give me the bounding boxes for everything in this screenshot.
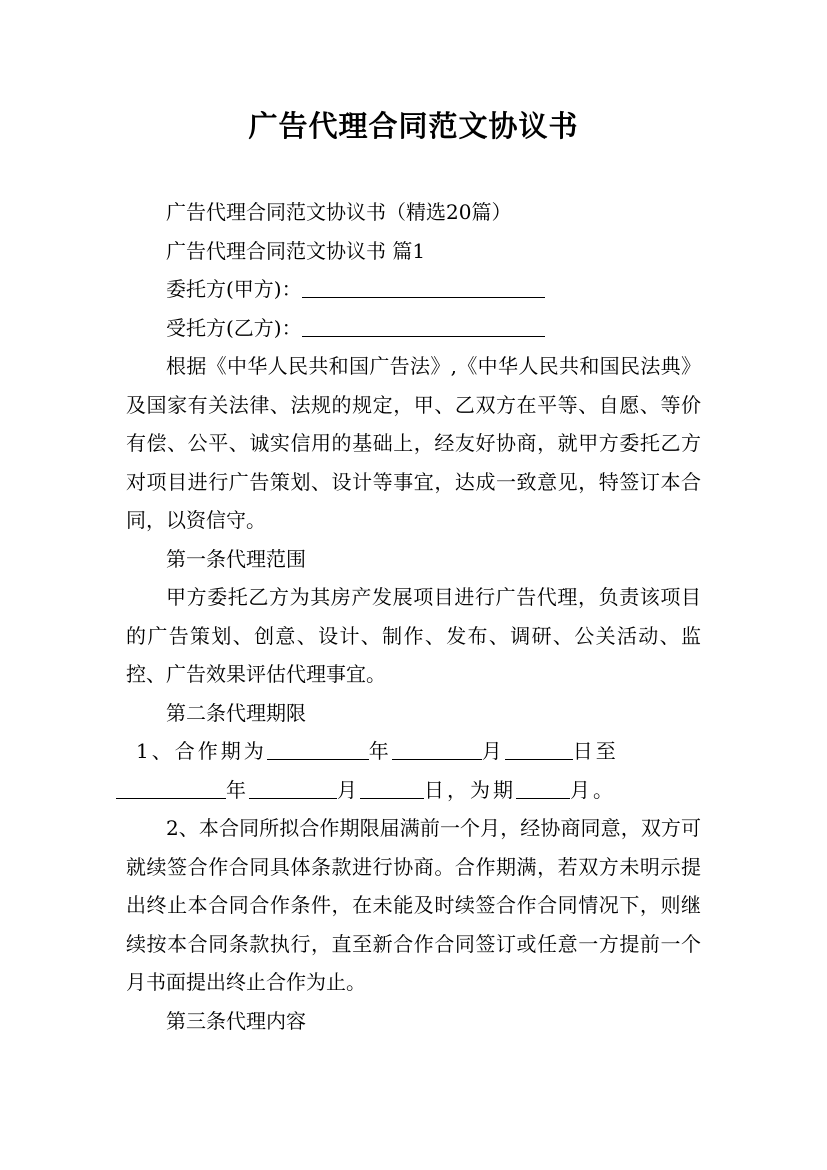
intro-paragraph: 根据《中华人民共和国广告法》,《中华人民共和国民法典》及国家有关法律、法规的规定，甲、乙双方在平等、自愿、等价有偿、公平、诚实信用的基础上，经友好协商，就甲方委托乙方对项目进行广告策划、设计等事宜，达成一致意见，特签订本合同，以资信守。 — [126, 354, 701, 532]
start-year-blank — [267, 737, 369, 760]
article1-text: 甲方委托乙方为其房产发展项目进行广告代理，负责该项目的广告策划、创意、设计、制作、发布、调研、公关活动、监控、广告效果评估代理事宜。 — [126, 585, 701, 686]
end-year-label: 年 — [226, 777, 249, 802]
document-body — [126, 193, 701, 1040]
page-title: 广告代理合同范文协议书 — [248, 109, 579, 143]
period-month-label: 月。 — [570, 777, 616, 802]
start-year-label: 年 — [368, 739, 392, 763]
end-day-blank — [360, 776, 424, 799]
end-year-blank — [116, 776, 226, 799]
subtitle: 广告代理合同范文协议书（精选20篇） — [166, 200, 512, 224]
start-month-blank — [392, 737, 482, 760]
start-day-blank — [505, 737, 573, 760]
article1-title: 第一条代理范围 — [166, 546, 306, 571]
term-item-2: 2、本合同所拟合作期限届满前一个月，经协商同意，双方可就续签合作合同具体条款进行协商。合作期满，若双方未明示提出终止本合同合作条件，在未能及时续签合作合同情况下，则继续按本合同条款执行，直至新合作合同签订或任意一方提前一个月书面提出终止合作为止。 — [126, 816, 701, 994]
section-heading: 广告代理合同范文协议书 篇1 — [166, 238, 426, 263]
start-month-label: 月 — [481, 739, 505, 763]
end-day-label: 日，为期 — [424, 777, 516, 802]
party-b-label: 受托方(乙方)： — [166, 315, 302, 340]
party-b-line — [126, 309, 701, 348]
end-month-label: 月 — [337, 777, 360, 802]
article2-title: 第二条代理期限 — [166, 700, 306, 725]
party-a-line — [126, 270, 701, 309]
end-month-blank — [249, 776, 337, 799]
term-item-1 — [126, 732, 701, 809]
start-day-label: 日至 — [572, 739, 619, 763]
article3-title: 第三条代理内容 — [166, 1008, 306, 1033]
party-a-label: 委托方(甲方)： — [166, 277, 302, 301]
party-a-blank — [302, 275, 545, 298]
period-blank — [516, 776, 570, 799]
term-item-no: 1、合作期为 — [136, 739, 267, 763]
party-b-blank — [302, 314, 545, 337]
